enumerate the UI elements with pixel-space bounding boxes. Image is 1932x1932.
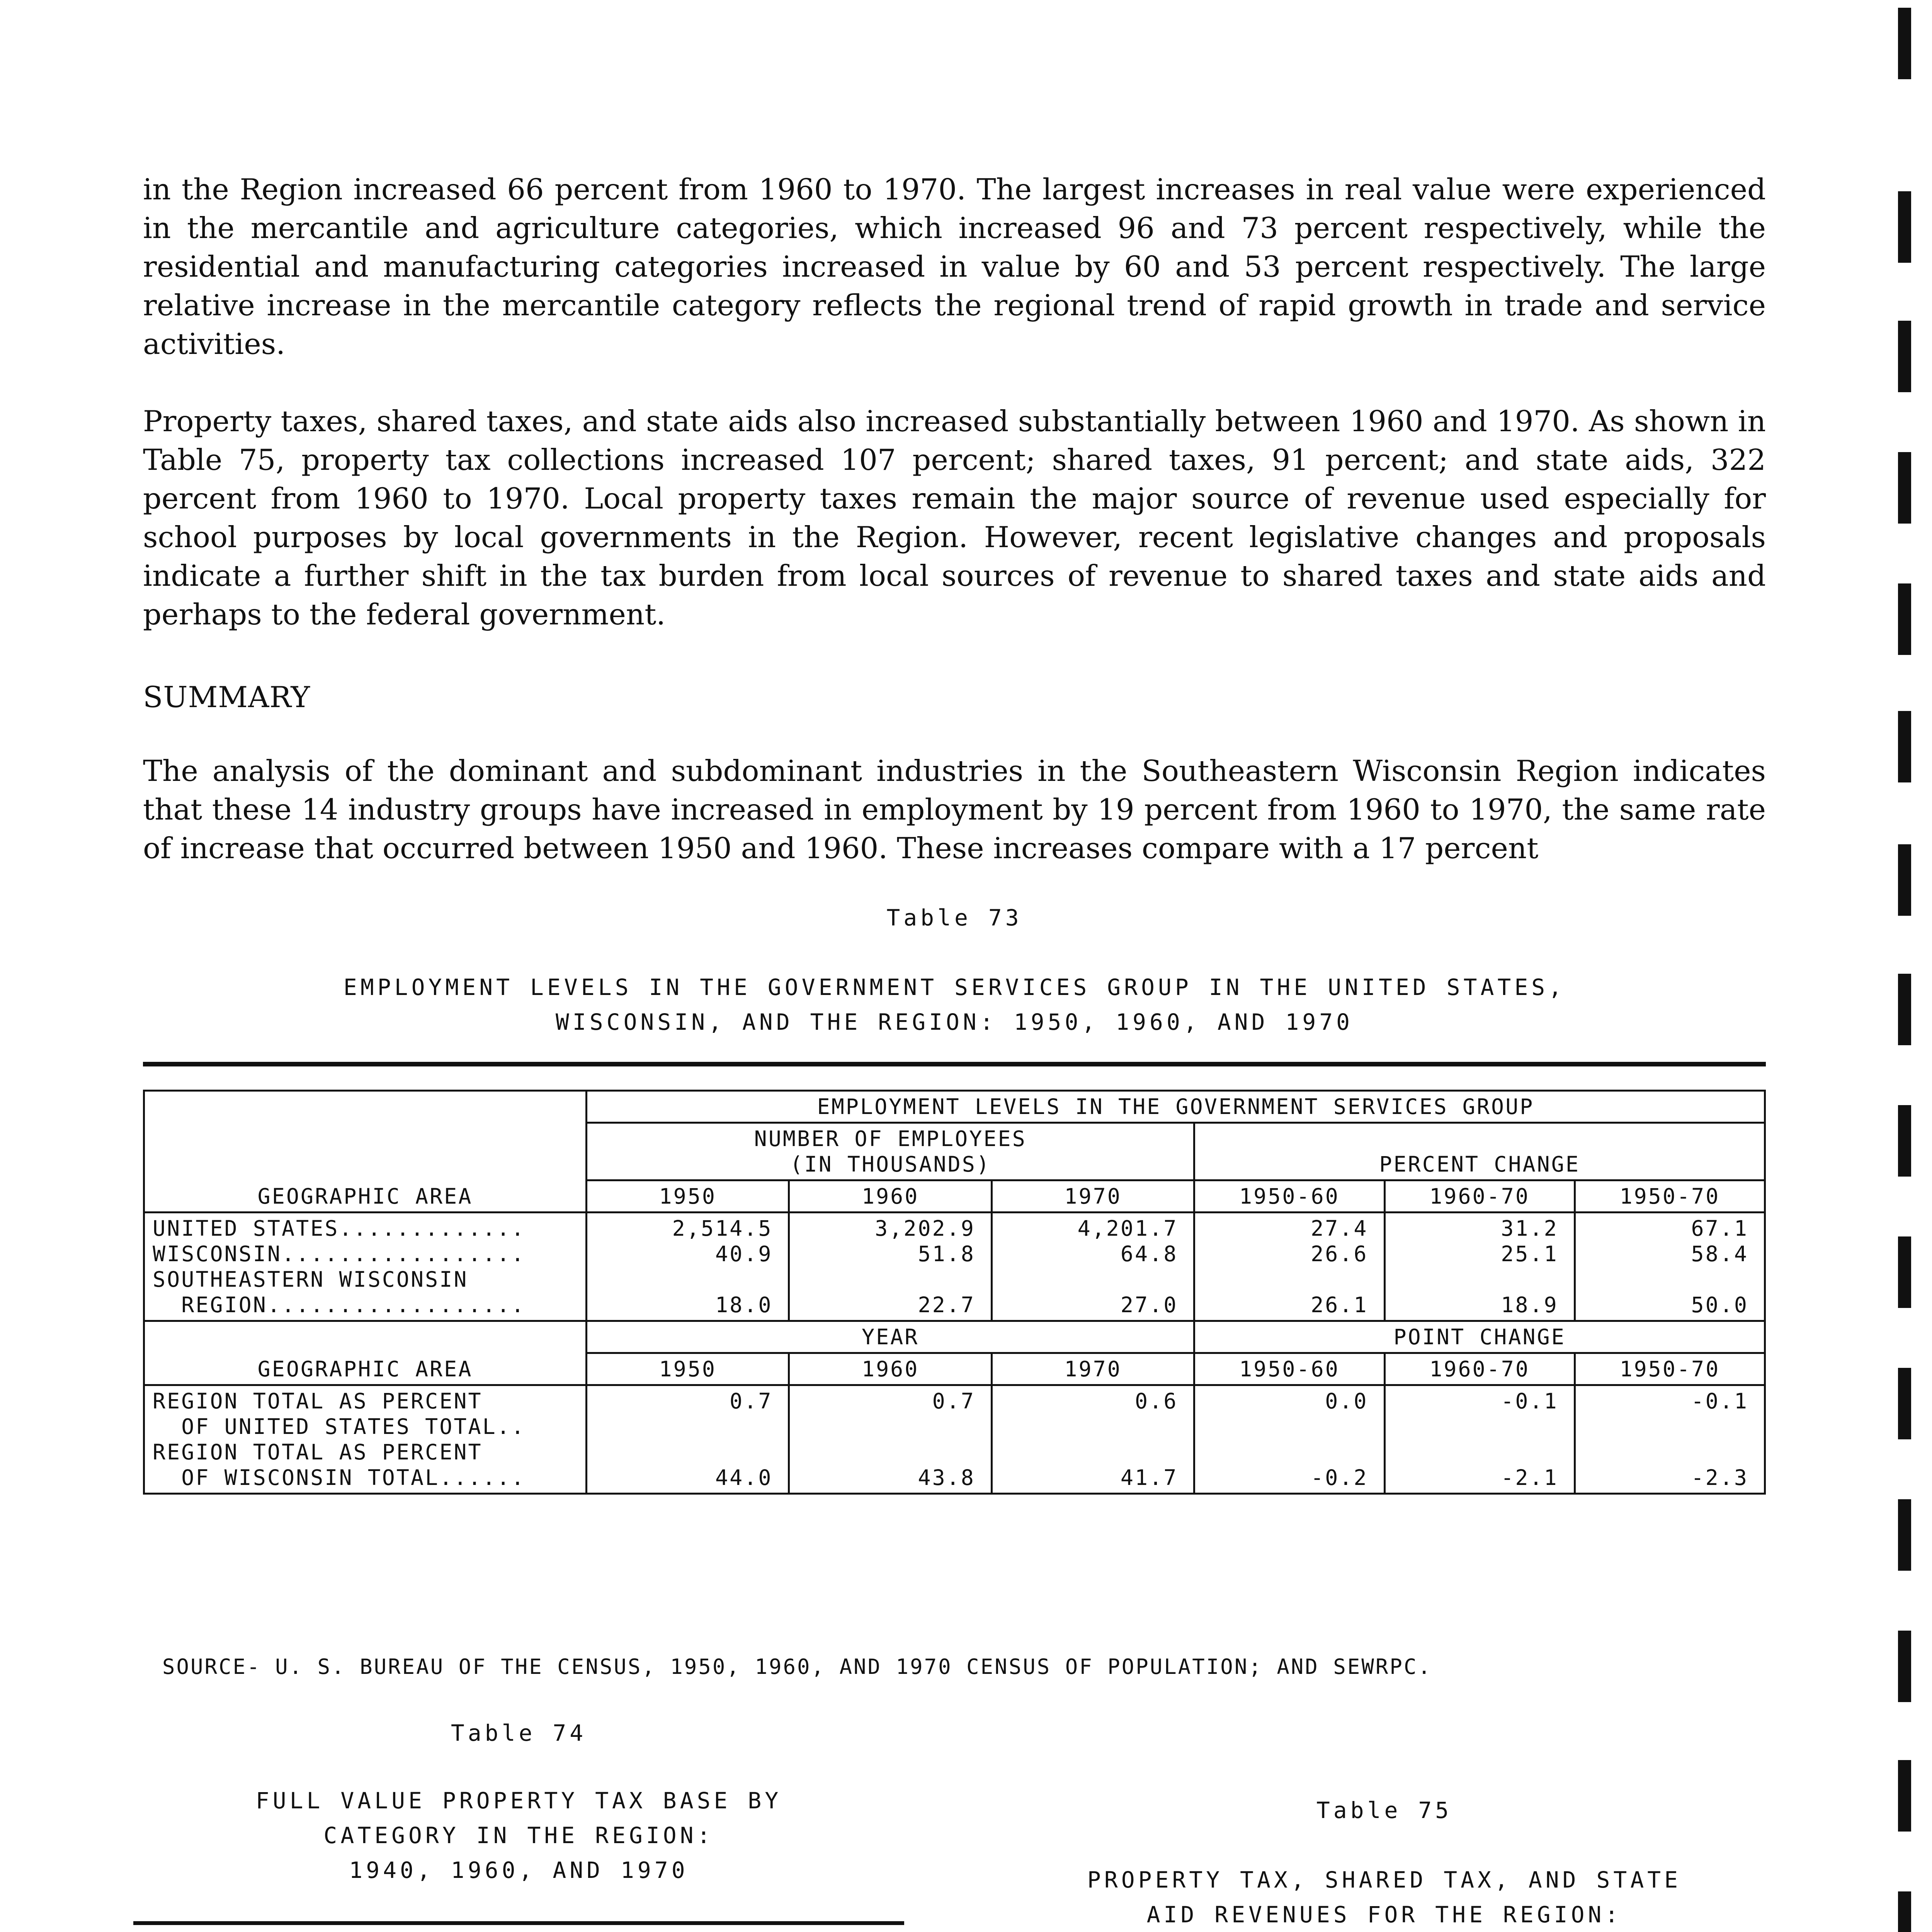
table73-cells2-1970: 0.6 41.7	[992, 1385, 1194, 1494]
table73-top-rule	[143, 1062, 1766, 1066]
table73-cells2-1960: 0.7 43.8	[789, 1385, 992, 1494]
table73-point-header: POINT CHANGE	[1194, 1321, 1765, 1353]
table73-cells2-1950-60: 0.0 -0.2	[1194, 1385, 1384, 1494]
table73-cells-1960: 3,202.9 51.8 22.7	[789, 1213, 992, 1321]
table74-top-rule	[133, 1921, 904, 1925]
table73-col2-1970: 1970	[992, 1353, 1194, 1385]
table73-col2-1960: 1960	[789, 1353, 992, 1385]
table73-col-1950-70: 1950-70	[1575, 1180, 1765, 1213]
table73-cells2-1950-70: -0.1 -2.3	[1575, 1385, 1765, 1494]
table73-cells-1970: 4,201.7 64.8 27.0	[992, 1213, 1194, 1321]
table73-percent-header: PERCENT CHANGE	[1194, 1123, 1765, 1180]
table73-col2-1960-70: 1960-70	[1384, 1353, 1575, 1385]
body-paragraph-1: in the Region increased 66 percent from 1960 to 1970. The largest increases in real value were experienced in the mercantile and agriculture categories, which increased 96 and 73 percent respectively, while the residential and manufacturing categories increased in value by 60 and 53 percent respectively. The large relative increase in the mercantile category reflects the regional trend of rapid growth in trade and service activities.	[143, 172, 1766, 361]
scan-margin-marks	[1898, 0, 1913, 1932]
table73-title: EMPLOYMENT LEVELS IN THE GOVERNMENT SERVICES GROUP IN THE UNITED STATES, WISCONSIN, AND THE REGION: 1950, 1960, AND 1970	[343, 974, 1566, 1035]
table73-col-1960: 1960	[789, 1180, 992, 1213]
table73-col2-1950: 1950	[587, 1353, 789, 1385]
table73-cells-1950-60: 27.4 26.6 26.1	[1194, 1213, 1384, 1321]
table73-cells-1960-70: 31.2 25.1 18.9	[1384, 1213, 1575, 1321]
table73-cells-1950: 2,514.5 40.9 18.0	[587, 1213, 789, 1321]
table73-geo-header: GEOGRAPHIC AREA	[144, 1091, 587, 1213]
table73-label: Table 73	[886, 905, 1022, 931]
table73-col-1970: 1970	[992, 1180, 1194, 1213]
table73-col-1950-60: 1950-60	[1194, 1180, 1384, 1213]
table75-title: PROPERTY TAX, SHARED TAX, AND STATE AID REVENUES FOR THE REGION:	[1087, 1867, 1682, 1928]
table73-year-header: YEAR	[587, 1321, 1194, 1353]
table74-label: Table 74	[451, 1720, 587, 1746]
table73-number-header: NUMBER OF EMPLOYEES (IN THOUSANDS)	[587, 1123, 1194, 1180]
table73-cells2-1960-70: -0.1 -2.1	[1384, 1385, 1575, 1494]
table73-group-header: EMPLOYMENT LEVELS IN THE GOVERNMENT SERVICES GROUP	[587, 1091, 1765, 1123]
section-heading: SUMMARY	[143, 680, 311, 714]
table73-cells-1950-70: 67.1 58.4 50.0	[1575, 1213, 1765, 1321]
table73-col2-1950-60: 1950-60	[1194, 1353, 1384, 1385]
table73-cells2-1950: 0.7 44.0	[587, 1385, 789, 1494]
table75-label: Table 75	[1316, 1797, 1452, 1823]
body-paragraph-2: Property taxes, shared taxes, and state aids also increased substantially between 1960 and 1970. As shown in Table 75, property tax collections increased 107 percent; shared taxes, 91 percent; and state aids, 322 percent from 1960 to 1970. Local property taxes remain the major source of revenue used especially for school purposes by local governments in the Region. However, recent legislative changes and proposals indicate a further shift in the tax burden from local sources of revenue to shared taxes and state aids and perhaps to the federal government.	[143, 404, 1766, 631]
table73	[143, 1090, 1766, 1495]
table74-title: FULL VALUE PROPERTY TAX BASE BY CATEGORY IN THE REGION: 1940, 1960, AND 1970	[255, 1787, 782, 1883]
table73-col-1950: 1950	[587, 1180, 789, 1213]
table73-geo-header-2: GEOGRAPHIC AREA	[144, 1321, 587, 1385]
body-paragraph-3: The analysis of the dominant and subdominant industries in the Southeastern Wisconsin Region indicates that these 14 industry groups have increased in employment by 19 percent from 1960 to 1970, the same rate of increase that occurred between 1950 and 1960. These increases compare with a 17 percent	[143, 754, 1766, 865]
table73-source: SOURCE- U. S. BUREAU OF THE CENSUS, 1950, 1960, AND 1970 CENSUS OF POPULATION; AND SEWRPC.	[162, 1655, 1432, 1679]
table73-row-labels: UNITED STATES............. WISCONSIN................. SOUTHEASTERN WISCONSIN REGION..................	[144, 1213, 587, 1321]
table73-col2-1950-70: 1950-70	[1575, 1353, 1765, 1385]
table73-row2-labels: REGION TOTAL AS PERCENT OF UNITED STATES TOTAL.. REGION TOTAL AS PERCENT OF WISCONSIN TOTAL......	[144, 1385, 587, 1494]
table73-col-1960-70: 1960-70	[1384, 1180, 1575, 1213]
